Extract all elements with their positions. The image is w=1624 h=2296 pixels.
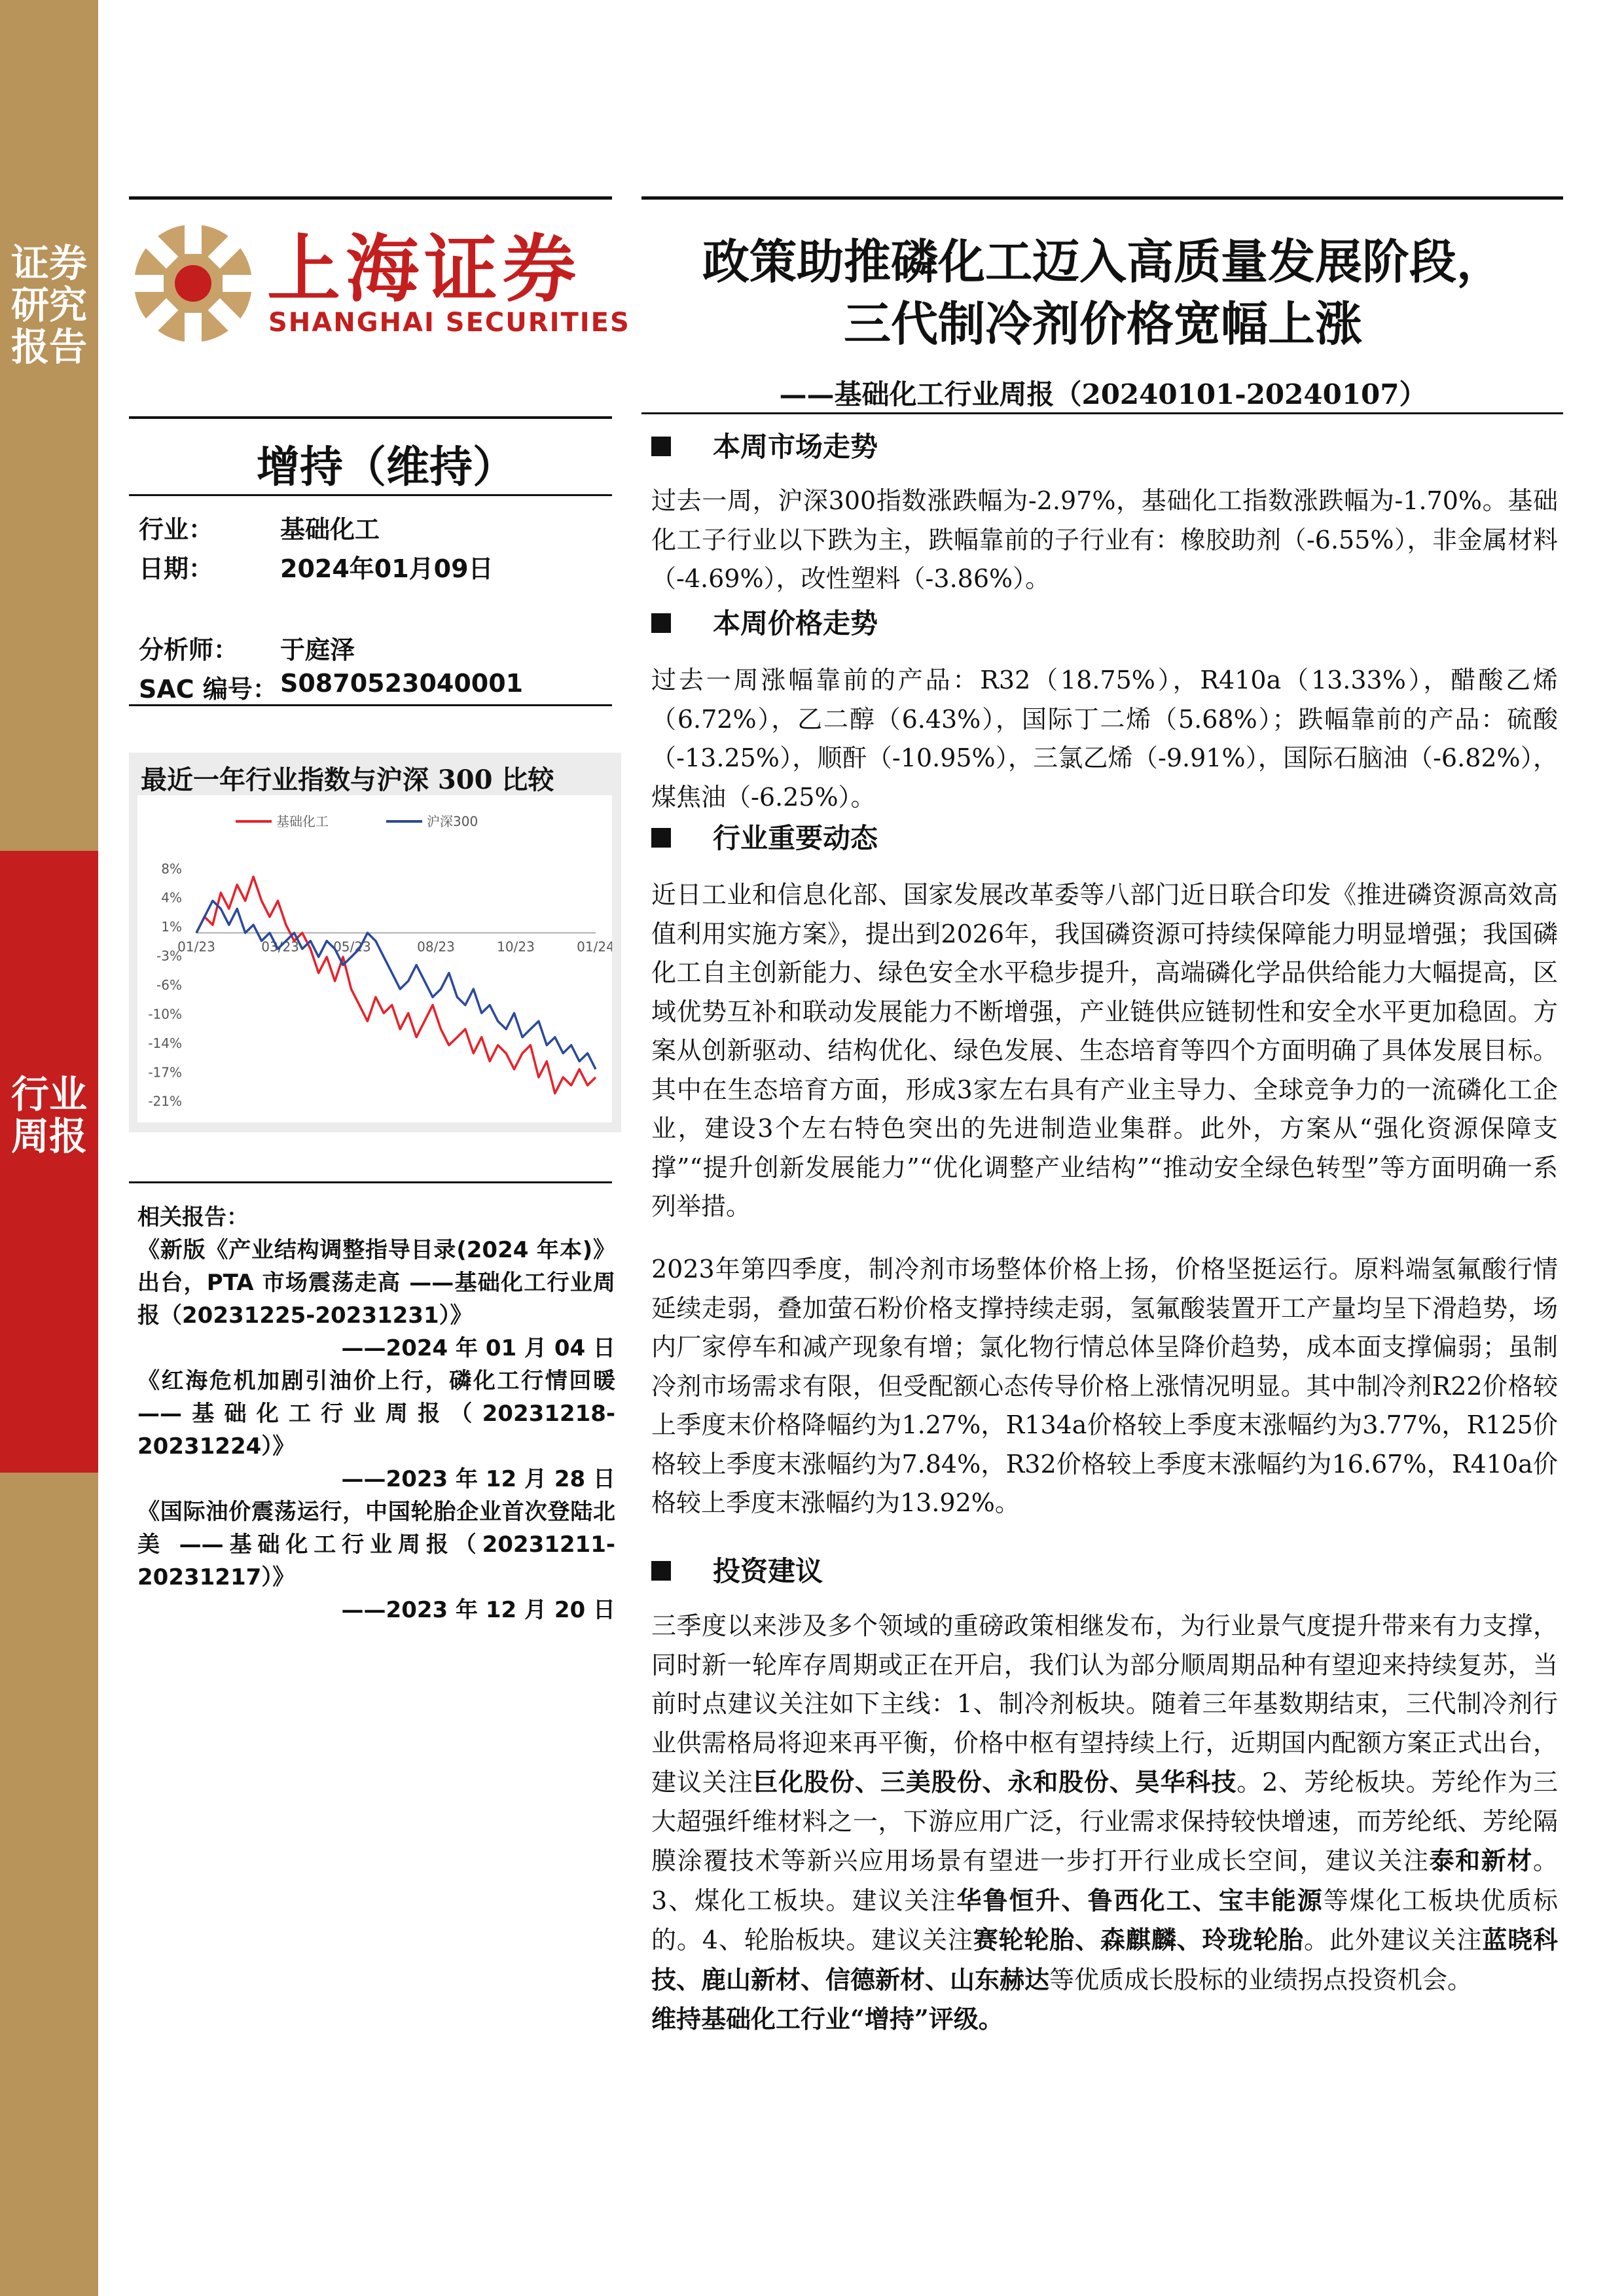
related-report[interactable] — [137, 1496, 615, 1626]
analyst-value: 于庭泽 — [280, 636, 355, 664]
section-price-text: 过去一周涨幅靠前的产品：R32（18.75%），R410a（13.33%），醋酸乙烯（6.72%），乙二醇（6.43%），国际丁二烯（5.68%）；跌幅靠前的产品：硫酸（-13.25%），顺酐（-10.95%），三氯乙烯（-9.91%），国际石脑油（-6.82%），煤焦油（-6.25%）。 — [651, 666, 1558, 812]
series-line — [196, 877, 596, 1094]
bullet-square-icon — [651, 828, 671, 848]
report-title-line1: 政策助推磷化工迈入高质量发展阶段， — [702, 234, 1504, 289]
related-report-title[interactable]: 《新版《产业结构调整指导目录(2024 年本)》出台，PTA 市场震荡走高 ——基础化工行业周报（20231225-20231231）》 — [137, 1237, 615, 1329]
section-price-heading: 本周价格走势 — [651, 602, 878, 641]
info-rule — [129, 704, 612, 706]
report-subtitle: ——基础化工行业周报（20240101-20240107） — [779, 378, 1427, 410]
y-tick-label: 1% — [161, 919, 182, 935]
y-tick-label: -6% — [156, 977, 182, 993]
x-tick-label: 05/23 — [333, 939, 371, 955]
analyst-label: 分析师： — [139, 636, 239, 664]
logo-icon — [131, 221, 255, 346]
industry-value: 基础化工 — [280, 515, 380, 544]
section-market-text: 过去一周，沪深300指数涨跌幅为-2.97%，基础化工指数涨跌幅为-1.70%。基础化工子行业以下跌为主，跌幅靠前的子行业有：橡胶助剂（-6.55%），非金属材料（-4.69%），改性塑料（-3.86%）。 — [651, 486, 1558, 593]
bullet-square-icon — [651, 1561, 671, 1581]
rating: 增持（维持） — [257, 441, 516, 492]
sac-label: SAC 编号： — [139, 675, 278, 704]
section-invest-heading: 投资建议 — [651, 1550, 823, 1589]
report-type-label: 证券研究报告 — [10, 241, 87, 369]
logo-name-en: SHANGHAI SECURITIES — [268, 308, 630, 338]
related-heading: 相关报告： — [137, 1204, 249, 1230]
y-tick-label: -14% — [148, 1035, 182, 1051]
date-value: 2024年01月09日 — [280, 554, 494, 583]
bullet-square-icon — [651, 437, 671, 456]
rating-rule-top — [129, 416, 612, 419]
legend-label: 沪深300 — [427, 814, 478, 829]
section-news-p1: 近日工业和信息化部、国家发展改革委等八部门近日联合印发《推进磷资源高效高值利用实施方案》，提出到2026年，我国磷资源可持续保障能力明显增强；我国磷化工自主创新能力、绿色安全水平稳步提升，高端磷化学品供给能力大幅提高，区域优势互补和联动发展能力不断增强，产业链供应链韧性和安全水平更加稳固。方案从创新驱动、结构优化、绿色发展、生态培育等四个方面明确了具体发展目标。其中在生态培育方面，形成3家左右具有产业主导力、全球竞争力的一流磷化工企业，建设3个左右特色突出的先进制造业集群。此外，方案从“强化资源保障支撑”“提升创新发展能力”“优化调整产业结构”“推动安全绿色转型”等方面明确一系列举措。 — [651, 880, 1558, 1221]
section-invest-text: 三季度以来涉及多个领域的重磅政策相继发布，为行业景气度提升带来有力支撑，同时新一轮库存周期或正在开启，我们认为部分顺周期品种有望迎来持续复苏，当前时点建议关注如下主线：1、制冷剂板块。随着三年基数期结束，三代制冷剂行业供需格局将迎来再平衡，价格中枢有望持续上行，近期国内配额方案正式出台，建议关注巨化股份、三美股份、永和股份、昊华科技。2、芳纶板块。芳纶作为三大超强纤维材料之一，下游应用广泛，行业需求保持较快增速，而芳纶纸、芳纶隔膜涂覆技术等新兴应用场景有望进一步打开行业成长空间，建议关注泰和新材。3、煤化工板块。建议关注华鲁恒升、鲁西化工、宝丰能源等煤化工板块优质标的。4、轮胎板块。建议关注赛轮轮胎、森麒麟、玲珑轮胎。此外建议关注蓝晓科技、鹿山新材、信德新材、山东赫达等优质成长股标的业绩拐点投资机会。 维持基础化工行业“增持”评级。 — [651, 1611, 1558, 2034]
header-rule-right — [641, 196, 1563, 200]
title-rule — [641, 412, 1563, 414]
y-tick-label: 8% — [161, 861, 182, 877]
section-news-p2: 2023年第四季度，制冷剂市场整体价格上扬，价格坚挺运行。原料端氢氟酸行情延续走弱，叠加萤石粉价格支撑持续走弱，氢氟酸装置开工产量均呈下滑趋势，场内厂家停车和减产现象有增；氯化物行情总体呈降价趋势，成本面支撑偏弱；虽制冷剂市场需求有限，但受配额心态传导价格上涨情况明显。其中制冷剂R22价格较上季度末价格降幅约为1.27%，R134a价格较上季度末涨幅约为3.77%，R125价格较上季度末涨幅约为7.84%，R32价格较上季度末涨幅约为16.67%，R410a价格较上季度末涨幅约为13.92%。 — [651, 1255, 1558, 1517]
related-rule — [129, 1181, 612, 1183]
related-report-title[interactable]: 《国际油价震荡运行，中国轮胎企业首次登陆北美 ——基础化工行业周报（20231211-20231217）》 — [137, 1499, 615, 1590]
x-tick-label: 01/23 — [177, 939, 215, 955]
y-tick-label: -3% — [156, 948, 182, 964]
y-tick-label: -10% — [148, 1006, 182, 1022]
side-band-accent — [0, 851, 98, 1473]
related-report[interactable] — [137, 1234, 615, 1365]
header-rule-left — [129, 196, 612, 200]
y-tick-label: -17% — [148, 1064, 182, 1081]
x-tick-label: 01/24 — [577, 939, 612, 955]
chart-area — [137, 795, 612, 1122]
related-report-date: ——2024 年 01 月 04 日 — [341, 1335, 615, 1361]
related-report-date: ——2023 年 12 月 28 日 — [341, 1466, 615, 1492]
section-market-heading: 本周市场走势 — [651, 425, 878, 465]
chart-svg — [137, 795, 612, 1122]
bullet-square-icon — [651, 613, 671, 633]
related-reports — [137, 1201, 615, 1626]
x-tick-label: 08/23 — [417, 939, 455, 955]
logo-name-cn: 上海证券 — [267, 227, 581, 312]
y-tick-label: 4% — [161, 889, 182, 906]
x-tick-label: 03/23 — [261, 939, 299, 955]
industry-label: 行业： — [139, 515, 214, 544]
x-tick-label: 10/23 — [497, 939, 535, 955]
chart-title: 最近一年行业指数与沪深 300 比较 — [141, 764, 554, 795]
y-tick-label: -21% — [148, 1093, 182, 1109]
date-label: 日期： — [139, 554, 214, 583]
sac-value: S0870523040001 — [280, 669, 524, 698]
report-title-line2: 三代制冷剂价格宽幅上涨 — [843, 296, 1362, 351]
invest-conclusion: 维持基础化工行业“增持”评级。 — [651, 2004, 1003, 2034]
series-line — [196, 901, 596, 1069]
related-report[interactable] — [137, 1365, 615, 1496]
related-report-date: ——2023 年 12 月 20 日 — [341, 1597, 615, 1623]
section-news-heading: 行业重要动态 — [651, 817, 878, 856]
related-report-title[interactable]: 《红海危机加剧引油价上行，磷化工行情回暖 ——基础化工行业周报（20231218-20231224）》 — [137, 1368, 615, 1460]
legend-label: 基础化工 — [276, 814, 329, 829]
report-category-label: 行业周报 — [10, 1072, 87, 1158]
rating-rule-bottom — [129, 494, 612, 496]
